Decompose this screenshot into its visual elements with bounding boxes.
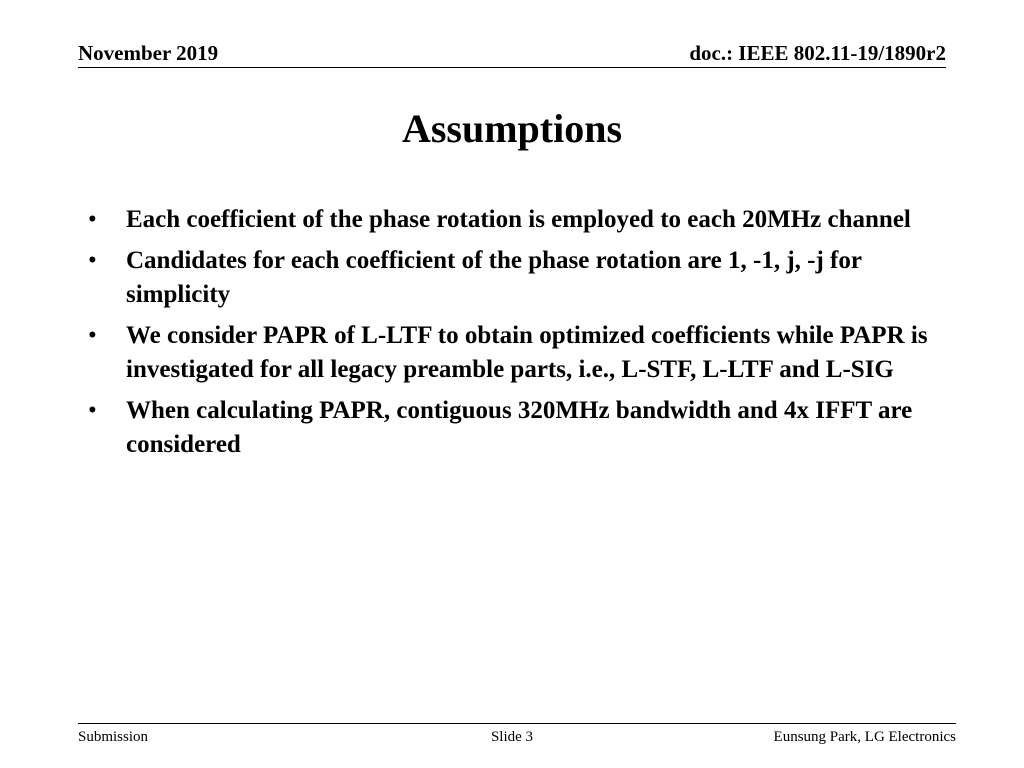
bullet-text: Each coefficient of the phase rotation is employed to each 20MHz channel [126,206,911,233]
header-date: November 2019 [78,41,219,65]
footer-submission: Submission [78,729,149,745]
bullet-item [78,319,938,387]
bullet-text: When calculating PAPR, contiguous 320MHz bandwidth and 4x IFFT are considered [126,397,913,458]
bullet-dot-icon: • [88,206,97,233]
bullet-dot-icon: • [88,397,97,424]
bullet-dot-icon: • [88,247,97,274]
slide-title: Assumptions [401,106,623,151]
footer-author: Eunsung Park, LG Electronics [773,729,956,745]
bullet-item [78,203,938,237]
bullet-list [78,203,938,469]
header-divider [78,67,946,68]
header-doc-id: doc.: IEEE 802.11-19/1890r2 [689,41,946,65]
bullet-item [78,394,938,462]
footer-slide-number: Slide 3 [490,729,534,745]
bullet-dot-icon: • [88,322,97,349]
footer-divider [78,723,956,724]
bullet-text: Candidates for each coefficient of the phase rotation are 1, -1, j, -j for simplicity [126,247,862,308]
bullet-text: We consider PAPR of L-LTF to obtain optimized coefficients while PAPR is investigated for all legacy preamble parts, i.e., L-STF, L-LTF and L-SIG [126,322,928,383]
bullet-item [78,244,938,312]
